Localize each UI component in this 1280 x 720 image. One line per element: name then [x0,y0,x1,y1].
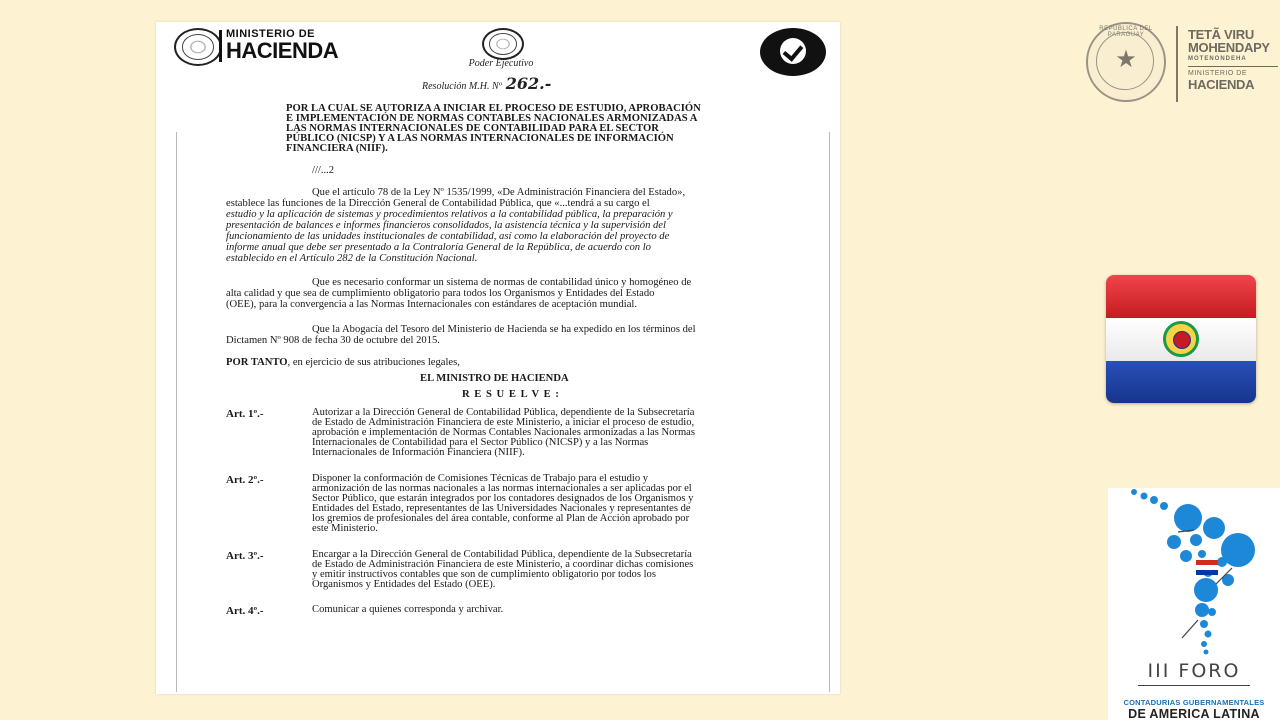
logo-line1: TETÃ VIRU [1188,27,1254,42]
flag-blue-band [1106,361,1256,403]
page-marker: ///...2 [312,165,335,176]
foro-flag-badge [1196,560,1218,575]
national-seal-icon [482,28,524,60]
article-line: armonización de las normas nacionales a las normas internacionales a ser aplicadas por el [312,483,692,494]
article-line: Entidades del Estado, representantes de las Universidades Nacionales y representantes de [312,503,691,514]
para-line: funcionamiento de las unidades institucionales de contabilidad, así como la elaboración del proyecto de [226,231,670,242]
flag-red-band [1106,275,1256,318]
scan-edge-right [829,132,830,692]
para-line: (OEE), para la convergencia a las Normas Internacionales con estándares de aceptación mundial. [226,299,638,310]
article-label: Art. 3º.- [226,550,264,562]
para-line: Dictamen Nº 908 de fecha 30 de octubre del 2015. [226,335,440,346]
por-tanto-rest: , en ejercicio de sus atribuciones legales, [287,357,460,368]
ministry-logo-name: HACIENDA [226,38,339,63]
title-line: PÚBLICO (NICSP) Y A LAS NORMAS INTERNACIONALES DE INFORMACIÓN [286,133,674,144]
para-line: Que el artículo 78 de la Ley Nº 1535/1999, «De Administración Financiera del Estado», [312,187,686,198]
resolution-number [422,74,551,93]
logo-divider [1176,26,1178,102]
article-line: aprobación e implementación de Normas Contables Nacionales armonizadas a las Normas [312,427,696,438]
title-line: E IMPLEMENTACIÓN DE NORMAS CONTABLES NACIONALES ARMONIZADAS A [286,113,698,124]
latin-america-dots-icon [1108,488,1280,658]
para-line: alta calidad y que sea de cumplimiento obligatorio para todos los Organismos y Entidades del Estado [226,288,655,299]
resolution-number-value: 262.- [505,74,552,93]
para-line: Que la Abogacía del Tesoro del Ministerio de Hacienda se ha expedido en los términos del [312,324,696,335]
seal-text: REPÚBLICA DEL PARAGUAY [1099,26,1153,38]
article-line: Internacionales de Información Financiera (NIIF). [312,447,525,458]
article-line: los gremios de profesionales del área contable, conforme al Plan de Acción aprobado por [312,513,690,524]
para-line: establece las funciones de la Dirección General de Contabilidad Pública, que «...tendrá a su cargo el [226,198,650,209]
poder-ejecutivo: Poder Ejecutivo [468,58,534,69]
article-line: Organismos y Entidades del Estado (OEE). [312,579,496,590]
article-line: Disponer la conformación de Comisiones Técnicas de Trabajo para el estudio y [312,473,649,484]
article-line: Comunicar a quienes corresponda y archivar. [312,604,504,615]
foro-subtitle1: CONTADURIAS GUBERNAMENTALES [1123,698,1265,707]
resolution-label: Resolución M.H. Nº [422,81,502,92]
resuelve-heading: R E S U E L V E : [462,389,560,400]
foro-title: III FORO [1147,660,1241,682]
title-line: POR LA CUAL SE AUTORIZA A INICIAR EL PROCESO DE ESTUDIO, APROBACIÓN [286,103,701,114]
article-line: Internacionales de Contabilidad para el Sector Público (NICSP) y a las Normas [312,437,649,448]
paraguay-flag-icon [1106,275,1256,403]
article-line: de Estado de Administración Financiera de este Ministerio, a iniciar el proceso de estudio, [312,417,695,428]
para-line: informe anual que debe ser presentado a la Contraloría General de la República, de acuerdo con lo [226,242,651,253]
para-line: Que es necesario conformar un sistema de normas de contabilidad único y homogéneo de [312,277,692,288]
article-line: Encargar a la Dirección General de Contabilidad Pública, dependiente de la Subsecretaría [312,549,692,560]
resolution-document [156,22,840,694]
article-line: Autorizar a la Dirección General de Contabilidad Pública, dependiente de la Subsecretaría [312,407,695,418]
ministry-logo [226,28,338,62]
por-tanto [226,358,460,368]
ministry-logo-top: MINISTERIO DE [226,28,316,40]
foro-logo [1108,488,1280,720]
minister-heading: EL MINISTRO DE HACIENDA [420,373,569,384]
foro-subtitle2: DE AMERICA LATINA [1128,707,1260,720]
por-tanto-bold: POR TANTO [226,357,288,368]
article-label: Art. 2º.- [226,474,264,486]
logo-line5: HACIENDA [1188,77,1255,92]
flag-emblem-icon [1163,321,1199,357]
title-line: FINANCIERA (NIIF). [286,143,388,154]
para-line: estudio y la aplicación de sistemas y procedimientos relativos a la contabilidad pública, la preparación y [226,209,673,220]
article-label: Art. 1º.- [226,408,264,420]
para-line: establecido en el Artículo 282 de la Constitución Nacional. [226,253,478,264]
para-line: presentación de balances e informes financieros consolidados, la asistencia técnica y la supervisión del [226,220,666,231]
article-label: Art. 4º.- [226,605,264,617]
logo-line4: MINISTERIO DE [1188,70,1248,77]
iso-certification-icon [760,28,830,80]
article-line: y emitir instructivos contables que son de cumplimiento obligatorio por todos los [312,569,656,580]
ministerio-hacienda-logo [1086,22,1280,106]
logo-line3: MOTENONDEHA [1188,56,1247,62]
logo-line2: MOHENDAPY [1188,40,1270,55]
scan-edge-left [176,132,177,692]
foro-divider [1138,685,1250,686]
title-line: LAS NORMAS INTERNACIONALES DE CONTABILIDAD PARA EL SECTOR [286,123,659,134]
article-line: este Ministerio. [312,523,378,534]
article-line: de Estado de Administración Financiera de este Ministerio, a coordinar dichas comisiones [312,559,694,570]
republic-seal-icon: REPÚBLICA DEL PARAGUAY ★ [1086,22,1166,102]
ministry-seal-icon [174,28,222,66]
article-line: Sector Público, que estarán integrados por los contadores designados de los Organismos y [312,493,694,504]
logo-text [1188,28,1278,91]
